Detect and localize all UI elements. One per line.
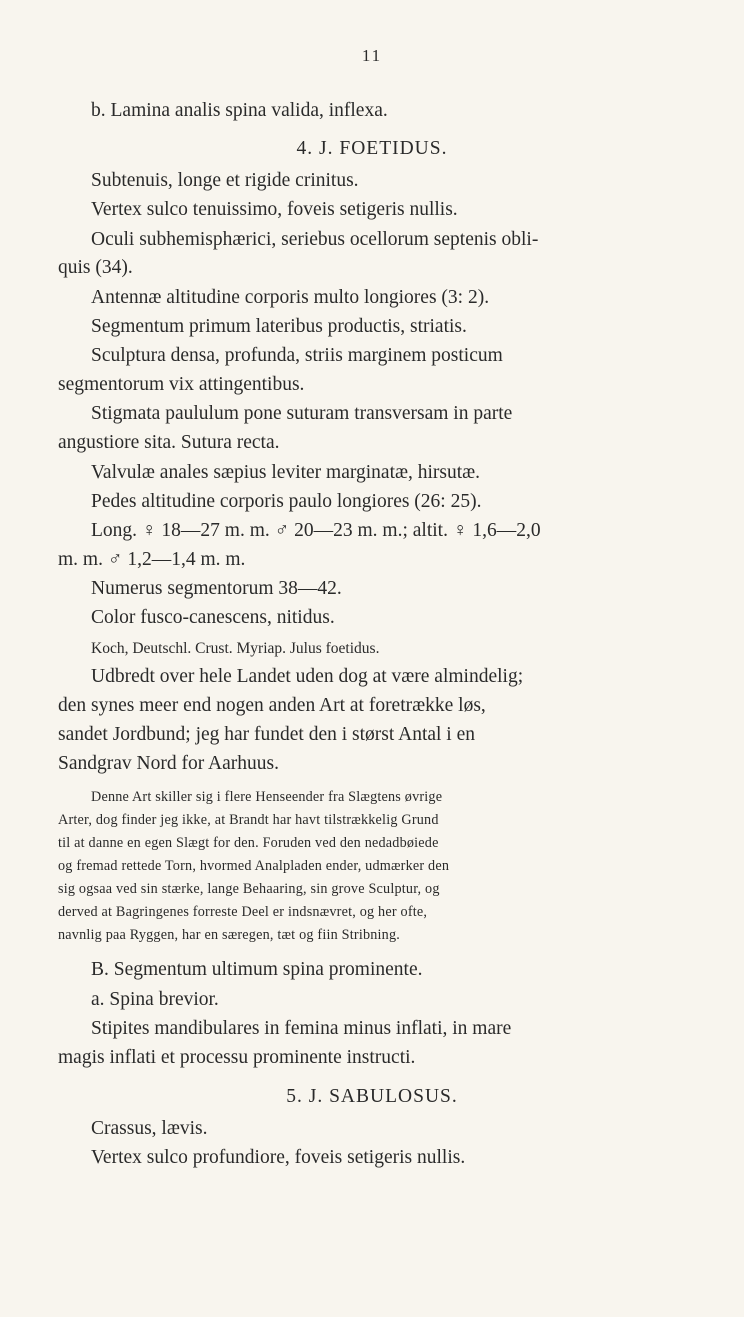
text-line: quis (34).	[58, 257, 133, 278]
text-line: den synes meer end nogen anden Art at foretrække løs,	[58, 695, 486, 716]
text-line: Segmentum primum lateribus productis, striatis.	[91, 316, 467, 337]
note-line: navnlig paa Ryggen, har en særegen, tæt og fiin Stribning.	[58, 927, 401, 943]
text-line: Vertex sulco tenuissimo, foveis setigeris nullis.	[91, 199, 458, 220]
text-line: Pedes altitudine corporis paulo longiores (26: 25).	[91, 491, 482, 512]
text-line: Stipites mandibulares in femina minus inflati, in mare	[91, 1018, 512, 1039]
species-heading: 4. J. FOETIDUS.	[296, 138, 448, 159]
text-line: Oculi subhemisphærici, seriebus ocellorum septenis obli-	[91, 229, 539, 250]
text-line: b. Lamina analis spina valida, inflexa.	[91, 100, 388, 121]
note-line: derved at Bagringenes forreste Deel er indsnævret, og her ofte,	[58, 904, 428, 920]
species-heading: 5. J. SABULOSUS.	[286, 1086, 458, 1107]
text-line: segmentorum vix attingentibus.	[58, 374, 305, 395]
note-line: sig ogsaa ved sin stærke, lange Behaaring, sin grove Sculptur, og	[58, 881, 440, 897]
text-line: Sandgrav Nord for Aarhuus.	[58, 753, 279, 774]
text-line: angustiore sita. Sutura recta.	[58, 432, 280, 453]
text-line: Long. ♀ 18—27 m. m. ♂ 20—23 m. m.; altit. ♀ 1,6—2,0	[91, 520, 541, 541]
text-line: Antennæ altitudine corporis multo longiores (3: 2).	[91, 287, 490, 308]
citation-line: Koch, Deutschl. Crust. Myriap. Julus foetidus.	[91, 640, 380, 657]
text-line: Vertex sulco profundiore, foveis setigeris nullis.	[91, 1147, 466, 1168]
note-line: til at danne en egen Slægt for den. Foruden ved den nedadbøiede	[58, 835, 439, 851]
text-line: Sculptura densa, profunda, striis marginem posticum	[91, 345, 503, 366]
text-line: Subtenuis, longe et rigide crinitus.	[91, 170, 359, 191]
text-line: sandet Jordbund; jeg har fundet den i størst Antal i en	[58, 724, 476, 745]
page-number: 11	[361, 46, 383, 65]
note-line: Denne Art skiller sig i flere Henseender fra Slægtens øvrige	[91, 789, 443, 805]
text-line: Valvulæ anales sæpius leviter marginatæ, hirsutæ.	[91, 462, 481, 483]
text-line: m. m. ♂ 1,2—1,4 m. m.	[58, 549, 246, 570]
text-line: B. Segmentum ultimum spina prominente.	[91, 959, 423, 980]
text-line: Stigmata paululum pone suturam transversam in parte	[91, 403, 513, 424]
text-line: Udbredt over hele Landet uden dog at være almindelig;	[91, 666, 524, 687]
text-line: a. Spina brevior.	[91, 989, 219, 1010]
text-line: Crassus, lævis.	[91, 1118, 208, 1139]
text-line: Color fusco-canescens, nitidus.	[91, 607, 335, 628]
text-line: Numerus segmentorum 38—42.	[91, 578, 342, 599]
note-line: og fremad rettede Torn, hvormed Analpladen ender, udmærker den	[58, 858, 450, 874]
note-line: Arter, dog finder jeg ikke, at Brandt har havt tilstrækkelig Grund	[58, 812, 439, 828]
text-line: magis inflati et processu prominente instructi.	[58, 1047, 416, 1068]
